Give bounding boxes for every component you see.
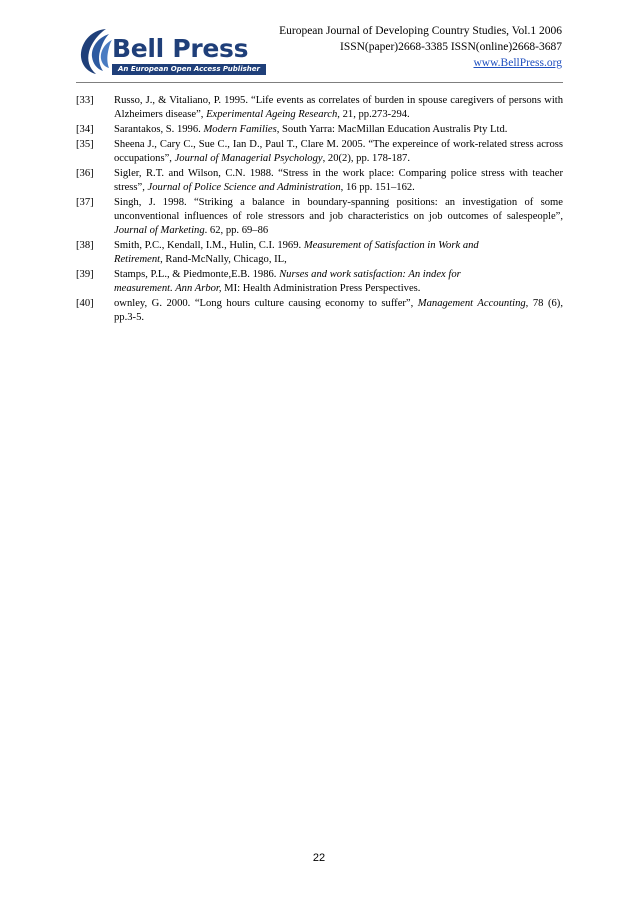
reference-text: [114, 94, 563, 122]
reference-entry: [76, 196, 563, 238]
reference-segment: Singh, J. 1998. “Striking a balance in boundary-spanning positions: an investigation of some unconventional influences of role stressors and job characteristics on job outcomes of salespeople”,: [114, 197, 563, 222]
reference-text: [114, 138, 563, 166]
reference-list: [76, 94, 563, 326]
reference-italic-segment: Nurses and work satisfaction: An index for: [279, 269, 461, 280]
reference-text: [114, 196, 563, 238]
reference-segment: Stamps, P.L., & Piedmonte,E.B. 1986.: [114, 269, 280, 280]
reference-italic-segment: Modern Families: [203, 124, 277, 135]
reference-entry: [76, 268, 563, 296]
reference-segment: , 21, pp.273-294.: [337, 109, 410, 120]
reference-segment: , South Yarra: MacMillan Education Australis Pty Ltd.: [276, 124, 508, 135]
reference-italic-segment: Retirement: [114, 254, 161, 265]
reference-entry: [76, 167, 563, 195]
reference-number: [35]: [76, 139, 94, 150]
reference-segment: MI: Health Administration Press Perspectives.: [221, 283, 421, 294]
reference-italic-segment: Experimental Ageing Research: [206, 109, 338, 120]
reference-entry: [76, 239, 563, 267]
reference-segment: ownley, G. 2000. “Long hours culture causing economy to suffer”,: [114, 298, 418, 309]
header-divider: [76, 82, 563, 83]
reference-segment: Smith, P.C., Kendall, I.M., Hulin, C.I. 1969.: [114, 240, 304, 251]
issn-line: ISSN(paper)2668-3385 ISSN(online)2668-3687: [340, 41, 562, 53]
reference-entry: [76, 94, 563, 122]
reference-text: [114, 239, 563, 267]
reference-segment: Sigler, R.T. and Wilson, C.N. 1988. “Stress in the work place: Comparing police stress with teacher stress”,: [114, 168, 563, 193]
reference-number: [36]: [76, 168, 94, 179]
reference-segment: 78 (6), pp.3-5.: [114, 298, 563, 323]
reference-number: [34]: [76, 124, 94, 135]
reference-italic-segment: measurement. Ann Arbor,: [114, 283, 222, 294]
reference-entry: [76, 123, 563, 137]
reference-text: [114, 297, 563, 325]
reference-segment: Russo, J., & Vitaliano, P. 1995. “Life events as correlates of burden in spouse caregivers of persons with Alzheimers disease”,: [114, 95, 563, 120]
reference-number: [37]: [76, 197, 94, 208]
reference-number: [40]: [76, 298, 94, 309]
publisher-url-link[interactable]: www.BellPress.org: [473, 57, 562, 69]
reference-italic-segment: Journal of Police Science and Administration: [147, 182, 341, 193]
reference-text: [114, 167, 563, 195]
reference-segment: . 62, pp. 69–86: [204, 225, 269, 236]
reference-segment: , Rand-McNally, Chicago, IL,: [160, 254, 287, 265]
reference-segment: Sarantakos, S. 1996.: [114, 124, 204, 135]
reference-text: [114, 268, 563, 296]
journal-header-info: [232, 23, 562, 71]
reference-italic-segment: Journal of Marketing: [114, 225, 205, 236]
logo-wordmark: Bell Press: [112, 34, 249, 63]
reference-entry: [76, 138, 563, 166]
reference-italic-segment: Management Accounting,: [417, 298, 529, 309]
reference-number: [38]: [76, 240, 94, 251]
reference-number: [33]: [76, 95, 94, 106]
logo-tagline: An European Open Access Publisher: [112, 64, 266, 75]
journal-title-line: European Journal of Developing Country Studies, Vol.1 2006: [279, 25, 562, 37]
reference-number: [39]: [76, 269, 94, 280]
reference-entry: [76, 297, 563, 325]
reference-segment: , 20(2), pp. 178-187.: [322, 153, 410, 164]
reference-italic-segment: Journal of Managerial Psychology: [174, 153, 323, 164]
page-number: 22: [312, 852, 326, 864]
reference-italic-segment: Measurement of Satisfaction in Work and: [303, 240, 479, 251]
reference-segment: , 16 pp. 151–162.: [340, 182, 415, 193]
reference-text: [114, 123, 563, 137]
reference-segment: Sheena J., Cary C., Sue C., Ian D., Paul T., Clare M. 2005. “The expereince of work-related stress across occupations”,: [114, 139, 563, 164]
